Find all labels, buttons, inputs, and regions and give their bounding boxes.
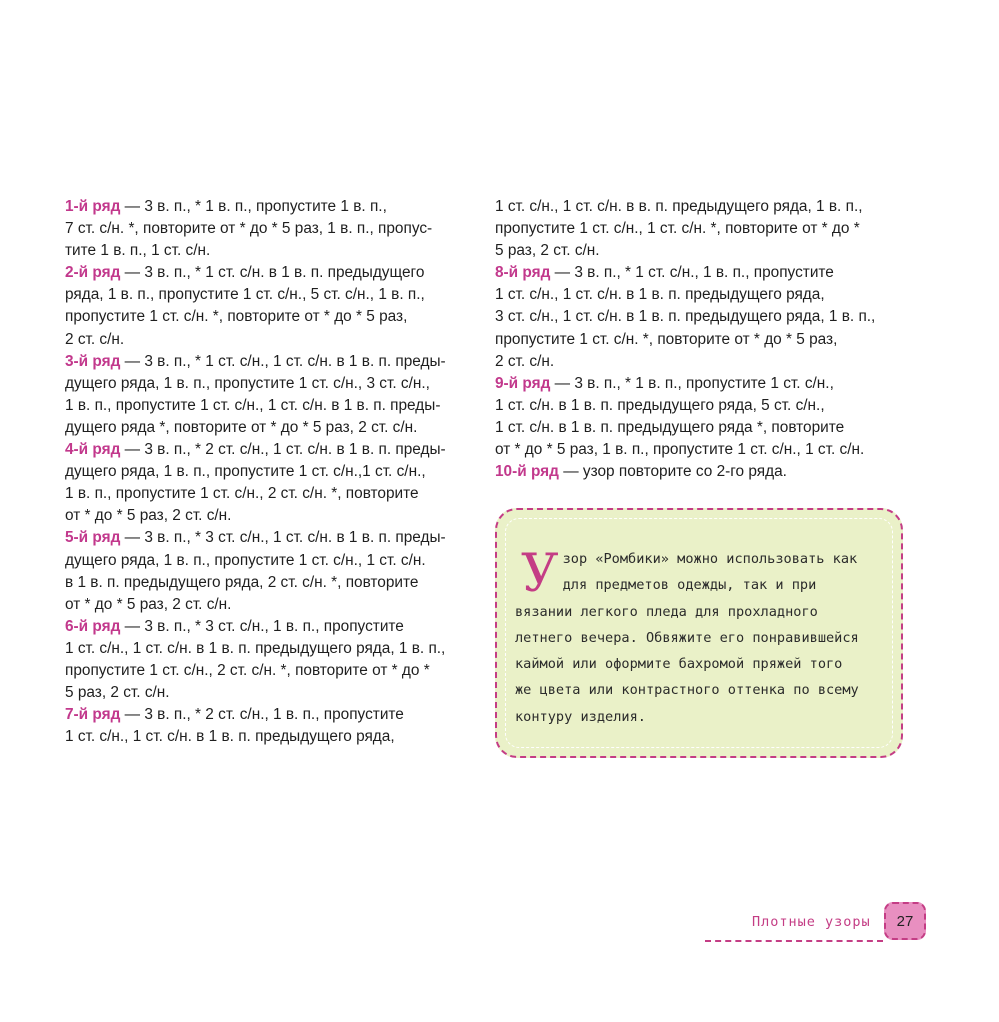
- instruction-line: [495, 417, 915, 439]
- tip-box: [495, 508, 903, 758]
- instruction-text: 2 ст. с/н.: [65, 330, 125, 348]
- row-instruction-start: [65, 616, 485, 638]
- page-number-badge: [884, 902, 926, 940]
- instruction-text: дущего ряда, 1 в. п., пропустите 1 ст. с/н., 3 ст. с/н.,: [65, 374, 430, 392]
- row-label: 3-й ряд: [65, 352, 121, 370]
- instruction-text: 5 раз, 2 ст. с/н.: [495, 242, 600, 260]
- tip-line: зор «Ромбики» можно использовать как: [562, 551, 858, 567]
- instruction-text: — 3 в. п., * 1 в. п., пропустите 1 ст. с/н.,: [550, 374, 834, 392]
- instruction-text: дущего ряда, 1 в. п., пропустите 1 ст. с/н.,1 ст. с/н.,: [65, 463, 426, 481]
- instruction-line: [65, 483, 485, 505]
- instruction-text: 1 ст. с/н., 1 ст. с/н. в в. п. предыдущего ряда, 1 в. п.,: [495, 198, 863, 215]
- row-instruction-start: [65, 439, 485, 461]
- tip-line: летнего вечера. Обвяжите его понравившейся: [515, 629, 859, 646]
- instruction-text: 7 ст. с/н. *, повторите от * до * 5 раз, 1 в. п., пропус-: [65, 220, 433, 238]
- footer-dashed-rule: [705, 940, 883, 942]
- instruction-line: [65, 395, 485, 417]
- row-instruction-start: [495, 461, 915, 483]
- instruction-text: 5 раз, 2 ст. с/н.: [65, 684, 170, 702]
- instruction-text: 1 ст. с/н., 1 ст. с/н. в 1 в. п. предыдущего ряда,: [65, 728, 395, 746]
- instruction-line: [65, 329, 485, 351]
- instruction-text: тите 1 в. п., 1 ст. с/н.: [65, 242, 211, 260]
- row-instruction-start: [65, 196, 485, 218]
- instruction-text: 1 ст. с/н., 1 ст. с/н. в 1 в. п. предыдущего ряда, 1 в. п.,: [65, 639, 446, 657]
- instruction-text: 1 в. п., пропустите 1 ст. с/н., 1 ст. с/н. в 1 в. п. преды-: [65, 396, 441, 414]
- instruction-text: дущего ряда *, повторите от * до * 5 раз, 2 ст. с/н.: [65, 418, 418, 436]
- row-instruction-start: [495, 262, 915, 284]
- instruction-text: — 3 в. п., * 1 ст. с/н., 1 в. п., пропустите: [550, 264, 834, 282]
- instructions-left-column: [65, 196, 485, 748]
- tip-line: для предметов одежды, так и при: [562, 577, 817, 594]
- instruction-line: [65, 505, 485, 527]
- instruction-line: [65, 373, 485, 395]
- row-label: 2-й ряд: [65, 264, 121, 282]
- instruction-text: — 3 в. п., * 1 ст. с/н. в 1 в. п. предыдущего: [120, 264, 425, 282]
- instruction-line: [65, 550, 485, 572]
- instruction-line: [65, 638, 485, 660]
- instruction-text: пропустите 1 ст. с/н. *, повторите от * до * 5 раз,: [495, 330, 838, 348]
- instruction-text: 1 ст. с/н. в 1 в. п. предыдущего ряда, 5 ст. с/н.,: [495, 396, 825, 414]
- instruction-text: 1 ст. с/н., 1 ст. с/н. в 1 в. п. предыдущего ряда,: [495, 286, 825, 304]
- instruction-line: [65, 218, 485, 240]
- instruction-line: [65, 417, 485, 439]
- row-label: 4-й ряд: [65, 441, 121, 459]
- instruction-text: — 3 в. п., * 1 ст. с/н., 1 ст. с/н. в 1 в. п. преды-: [120, 352, 446, 370]
- instruction-text: дущего ряда, 1 в. п., пропустите 1 ст. с/н., 1 ст. с/н.: [65, 551, 426, 569]
- page-number: 27: [896, 912, 914, 930]
- row-label: 10-й ряд: [495, 463, 559, 481]
- instruction-text: — 3 в. п., * 3 ст. с/н., 1 в. п., пропустите: [120, 617, 404, 635]
- row-label: 6-й ряд: [65, 617, 121, 635]
- tip-line: контуру изделия.: [515, 708, 646, 725]
- instruction-text: — 3 в. п., * 2 ст. с/н., 1 ст. с/н. в 1 в. п. преды-: [120, 441, 446, 459]
- instruction-line: [495, 329, 915, 351]
- row-instruction-start: [495, 373, 915, 395]
- instruction-text: — 3 в. п., * 1 в. п., пропустите 1 в. п.,: [120, 198, 387, 215]
- instruction-line: [65, 284, 485, 306]
- instruction-line: [65, 682, 485, 704]
- instruction-text: 1 ст. с/н. в 1 в. п. предыдущего ряда *, повторите: [495, 418, 845, 436]
- instruction-text: от * до * 5 раз, 1 в. п., пропустите 1 ст. с/н., 1 ст. с/н.: [495, 441, 865, 459]
- row-instruction-start: [65, 527, 485, 549]
- instruction-text: пропустите 1 ст. с/н. *, повторите от * до * 5 раз,: [65, 308, 408, 326]
- row-instruction-start: [65, 351, 485, 373]
- instruction-line: [65, 572, 485, 594]
- instruction-text: от * до * 5 раз, 2 ст. с/н.: [65, 595, 232, 613]
- row-label: 1-й ряд: [65, 198, 121, 215]
- instruction-text: 2 ст. с/н.: [495, 352, 555, 370]
- instruction-line: [495, 240, 915, 262]
- tip-text: [515, 546, 895, 730]
- instruction-text: — 3 в. п., * 2 ст. с/н., 1 в. п., пропустите: [120, 706, 404, 724]
- tip-line: же цвета или контрастного оттенка по всему: [515, 682, 859, 699]
- row-label: 5-й ряд: [65, 529, 121, 547]
- instruction-text: — узор повторите со 2-го ряда.: [558, 463, 787, 481]
- section-title: Плотные узоры: [752, 914, 871, 930]
- row-instruction-start: [65, 262, 485, 284]
- instruction-line: [495, 395, 915, 417]
- instruction-text: от * до * 5 раз, 2 ст. с/н.: [65, 507, 232, 525]
- instruction-line: [495, 439, 915, 461]
- instruction-text: пропустите 1 ст. с/н., 2 ст. с/н. *, повторите от * до *: [65, 661, 430, 679]
- row-label: 8-й ряд: [495, 264, 551, 282]
- tip-drop-cap: У: [521, 544, 559, 604]
- instructions-right-column: [495, 196, 915, 483]
- instruction-text: 3 ст. с/н., 1 ст. с/н. в 1 в. п. предыдущего ряда, 1 в. п.,: [495, 308, 876, 326]
- instruction-line: [495, 284, 915, 306]
- instruction-line: [495, 351, 915, 373]
- row-label: 7-й ряд: [65, 706, 121, 724]
- instruction-line: [65, 726, 485, 748]
- tip-line: каймой или оформите бахромой пряжей того: [515, 656, 843, 673]
- instruction-line: [65, 306, 485, 328]
- instruction-line: [65, 594, 485, 616]
- instruction-text: ряда, 1 в. п., пропустите 1 ст. с/н., 5 ст. с/н., 1 в. п.,: [65, 286, 425, 304]
- row-label: 9-й ряд: [495, 374, 551, 392]
- instruction-text: — 3 в. п., * 3 ст. с/н., 1 ст. с/н. в 1 в. п. преды-: [120, 529, 446, 547]
- instruction-line: [495, 218, 915, 240]
- instruction-line: [495, 196, 915, 218]
- instruction-line: [495, 306, 915, 328]
- instruction-text: в 1 в. п. предыдущего ряда, 2 ст. с/н. *, повторите: [65, 573, 419, 591]
- instruction-text: 1 в. п., пропустите 1 ст. с/н., 2 ст. с/н. *, повторите: [65, 485, 419, 503]
- row-instruction-start: [65, 704, 485, 726]
- instruction-line: [65, 660, 485, 682]
- tip-line: вязании легкого пледа для прохладного: [515, 603, 818, 620]
- instruction-text: пропустите 1 ст. с/н., 1 ст. с/н. *, повторите от * до *: [495, 220, 860, 238]
- instruction-line: [65, 240, 485, 262]
- instruction-line: [65, 461, 485, 483]
